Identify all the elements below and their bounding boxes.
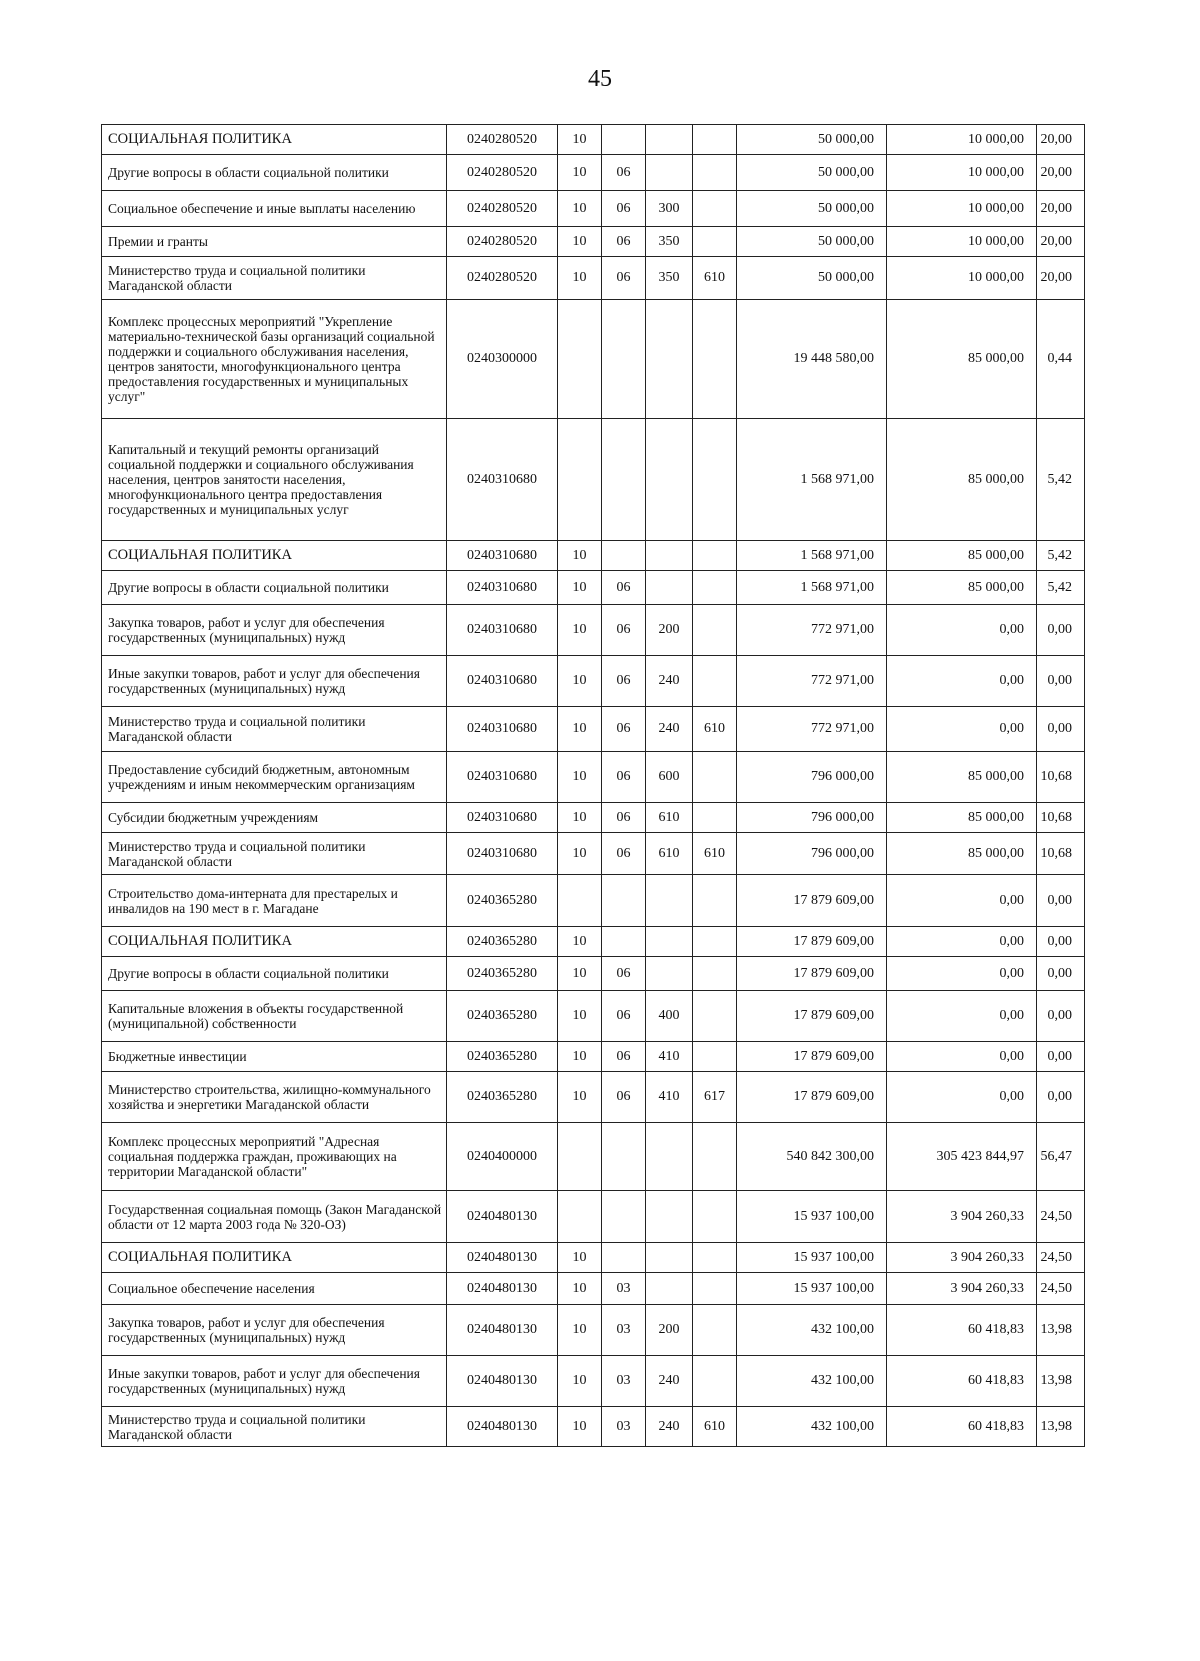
cell-target-code: 0240310680: [447, 605, 558, 656]
cell-administrator: [693, 957, 737, 991]
cell-name: Строительство дома-интерната для престарелых и инвалидов на 190 мест в г. Магадане: [102, 875, 447, 927]
cell-name: Закупка товаров, работ и услуг для обеспечения государственных (муниципальных) нужд: [102, 1305, 447, 1356]
cell-execution-percent: 0,00: [1037, 1072, 1085, 1123]
cell-subsection: 06: [602, 991, 646, 1042]
cell-plan-amount: 540 842 300,00: [737, 1123, 887, 1191]
cell-name: Бюджетные инвестиции: [102, 1042, 447, 1072]
cell-actual-amount: 85 000,00: [887, 571, 1037, 605]
cell-plan-amount: 15 937 100,00: [737, 1191, 887, 1243]
cell-section: 10: [558, 1042, 602, 1072]
cell-subsection: [602, 1191, 646, 1243]
cell-name: Капитальный и текущий ремонты организаций социальной поддержки и социального обслуживания населения, центров занятости населения, многофункционального центра предоставления государственных и муниципальных услуг: [102, 419, 447, 541]
cell-administrator: [693, 605, 737, 656]
cell-actual-amount: 85 000,00: [887, 541, 1037, 571]
cell-expense-type: [646, 1243, 693, 1273]
cell-expense-type: 240: [646, 1407, 693, 1447]
cell-plan-amount: 1 568 971,00: [737, 541, 887, 571]
cell-target-code: 0240480130: [447, 1356, 558, 1407]
table-body: [102, 125, 1085, 1447]
cell-target-code: 0240365280: [447, 957, 558, 991]
cell-execution-percent: 5,42: [1037, 419, 1085, 541]
cell-execution-percent: 5,42: [1037, 541, 1085, 571]
cell-section: 10: [558, 1407, 602, 1447]
cell-subsection: [602, 541, 646, 571]
cell-subsection: 03: [602, 1273, 646, 1305]
cell-administrator: [693, 1042, 737, 1072]
table-row: [102, 571, 1085, 605]
cell-subsection: [602, 927, 646, 957]
cell-expense-type: 300: [646, 191, 693, 227]
cell-administrator: [693, 541, 737, 571]
cell-section: 10: [558, 571, 602, 605]
cell-subsection: 06: [602, 1042, 646, 1072]
cell-section: 10: [558, 1356, 602, 1407]
cell-subsection: 06: [602, 752, 646, 803]
cell-administrator: [693, 227, 737, 257]
cell-actual-amount: 10 000,00: [887, 155, 1037, 191]
cell-subsection: 06: [602, 1072, 646, 1123]
cell-target-code: 0240280520: [447, 227, 558, 257]
cell-administrator: 617: [693, 1072, 737, 1123]
cell-name: Министерство труда и социальной политики Магаданской области: [102, 707, 447, 752]
cell-section: 10: [558, 257, 602, 300]
table-row: [102, 227, 1085, 257]
cell-actual-amount: 0,00: [887, 707, 1037, 752]
cell-subsection: 03: [602, 1305, 646, 1356]
cell-expense-type: [646, 1273, 693, 1305]
cell-plan-amount: 15 937 100,00: [737, 1273, 887, 1305]
cell-execution-percent: 10,68: [1037, 833, 1085, 875]
cell-plan-amount: 432 100,00: [737, 1407, 887, 1447]
cell-section: 10: [558, 957, 602, 991]
cell-execution-percent: 5,42: [1037, 571, 1085, 605]
cell-expense-type: 240: [646, 656, 693, 707]
cell-target-code: 0240365280: [447, 1042, 558, 1072]
table-row: [102, 707, 1085, 752]
cell-plan-amount: 50 000,00: [737, 227, 887, 257]
cell-subsection: 06: [602, 707, 646, 752]
cell-expense-type: [646, 875, 693, 927]
cell-section: 10: [558, 833, 602, 875]
cell-expense-type: 240: [646, 1356, 693, 1407]
cell-actual-amount: 10 000,00: [887, 191, 1037, 227]
cell-name: Иные закупки товаров, работ и услуг для обеспечения государственных (муниципальных) нужд: [102, 656, 447, 707]
cell-target-code: 0240365280: [447, 927, 558, 957]
cell-target-code: 0240365280: [447, 991, 558, 1042]
cell-execution-percent: 0,44: [1037, 300, 1085, 419]
cell-section: 10: [558, 125, 602, 155]
cell-subsection: 06: [602, 833, 646, 875]
cell-expense-type: [646, 125, 693, 155]
table-row: [102, 656, 1085, 707]
cell-actual-amount: 0,00: [887, 957, 1037, 991]
cell-name: Комплекс процессных мероприятий "Адресная социальная поддержка граждан, проживающих на территории Магаданской области": [102, 1123, 447, 1191]
cell-section: 10: [558, 927, 602, 957]
cell-name: Иные закупки товаров, работ и услуг для обеспечения государственных (муниципальных) нужд: [102, 1356, 447, 1407]
cell-expense-type: [646, 419, 693, 541]
cell-target-code: 0240480130: [447, 1407, 558, 1447]
cell-plan-amount: 17 879 609,00: [737, 991, 887, 1042]
cell-actual-amount: 10 000,00: [887, 227, 1037, 257]
cell-name: СОЦИАЛЬНАЯ ПОЛИТИКА: [102, 927, 447, 957]
cell-subsection: 06: [602, 957, 646, 991]
cell-plan-amount: 15 937 100,00: [737, 1243, 887, 1273]
cell-target-code: 0240310680: [447, 541, 558, 571]
cell-section: 10: [558, 1305, 602, 1356]
cell-plan-amount: 772 971,00: [737, 656, 887, 707]
cell-subsection: 06: [602, 191, 646, 227]
cell-section: 10: [558, 541, 602, 571]
cell-execution-percent: 20,00: [1037, 257, 1085, 300]
cell-administrator: [693, 571, 737, 605]
cell-expense-type: 410: [646, 1042, 693, 1072]
cell-section: 10: [558, 707, 602, 752]
cell-administrator: [693, 1191, 737, 1243]
cell-subsection: [602, 300, 646, 419]
table-row: [102, 541, 1085, 571]
table-row: [102, 125, 1085, 155]
cell-section: 10: [558, 155, 602, 191]
cell-actual-amount: 85 000,00: [887, 803, 1037, 833]
cell-name: Социальное обеспечение и иные выплаты населению: [102, 191, 447, 227]
cell-execution-percent: 20,00: [1037, 227, 1085, 257]
cell-plan-amount: 772 971,00: [737, 605, 887, 656]
cell-administrator: [693, 300, 737, 419]
cell-actual-amount: 3 904 260,33: [887, 1273, 1037, 1305]
cell-expense-type: 200: [646, 1305, 693, 1356]
cell-execution-percent: 20,00: [1037, 191, 1085, 227]
cell-administrator: 610: [693, 833, 737, 875]
cell-subsection: 06: [602, 803, 646, 833]
cell-target-code: 0240280520: [447, 125, 558, 155]
cell-actual-amount: 305 423 844,97: [887, 1123, 1037, 1191]
cell-execution-percent: 0,00: [1037, 927, 1085, 957]
cell-execution-percent: 0,00: [1037, 991, 1085, 1042]
cell-name: Другие вопросы в области социальной политики: [102, 571, 447, 605]
cell-name: Министерство строительства, жилищно-коммунального хозяйства и энергетики Магаданской области: [102, 1072, 447, 1123]
cell-plan-amount: 432 100,00: [737, 1356, 887, 1407]
cell-plan-amount: 772 971,00: [737, 707, 887, 752]
cell-expense-type: [646, 927, 693, 957]
cell-target-code: 0240310680: [447, 833, 558, 875]
cell-actual-amount: 85 000,00: [887, 752, 1037, 803]
cell-expense-type: [646, 541, 693, 571]
cell-expense-type: 240: [646, 707, 693, 752]
cell-subsection: [602, 875, 646, 927]
cell-actual-amount: 60 418,83: [887, 1356, 1037, 1407]
cell-subsection: [602, 419, 646, 541]
cell-target-code: 0240480130: [447, 1243, 558, 1273]
table-row: [102, 1243, 1085, 1273]
table-row: [102, 752, 1085, 803]
cell-actual-amount: 0,00: [887, 1042, 1037, 1072]
cell-target-code: 0240310680: [447, 803, 558, 833]
cell-subsection: 06: [602, 605, 646, 656]
cell-execution-percent: 20,00: [1037, 125, 1085, 155]
cell-actual-amount: 60 418,83: [887, 1305, 1037, 1356]
cell-execution-percent: 10,68: [1037, 803, 1085, 833]
cell-name: Государственная социальная помощь (Закон Магаданской области от 12 марта 2003 года № 320-ОЗ): [102, 1191, 447, 1243]
cell-target-code: 0240310680: [447, 656, 558, 707]
cell-name: СОЦИАЛЬНАЯ ПОЛИТИКА: [102, 541, 447, 571]
cell-subsection: 06: [602, 227, 646, 257]
table-row: [102, 419, 1085, 541]
cell-plan-amount: 50 000,00: [737, 257, 887, 300]
cell-actual-amount: 0,00: [887, 927, 1037, 957]
page-number: 45: [588, 66, 612, 92]
cell-administrator: [693, 155, 737, 191]
cell-expense-type: 350: [646, 257, 693, 300]
cell-plan-amount: 17 879 609,00: [737, 875, 887, 927]
cell-target-code: 0240365280: [447, 1072, 558, 1123]
table-row: [102, 833, 1085, 875]
cell-section: 10: [558, 803, 602, 833]
table-row: [102, 605, 1085, 656]
cell-target-code: 0240310680: [447, 419, 558, 541]
cell-actual-amount: 85 000,00: [887, 419, 1037, 541]
cell-administrator: [693, 991, 737, 1042]
cell-administrator: [693, 1356, 737, 1407]
cell-section: 10: [558, 656, 602, 707]
cell-target-code: 0240310680: [447, 707, 558, 752]
cell-name: Другие вопросы в области социальной политики: [102, 155, 447, 191]
cell-actual-amount: 85 000,00: [887, 300, 1037, 419]
cell-target-code: 0240365280: [447, 875, 558, 927]
cell-plan-amount: 17 879 609,00: [737, 1042, 887, 1072]
cell-expense-type: 610: [646, 803, 693, 833]
cell-expense-type: 400: [646, 991, 693, 1042]
cell-subsection: [602, 1123, 646, 1191]
cell-expense-type: [646, 1191, 693, 1243]
cell-administrator: [693, 803, 737, 833]
cell-subsection: [602, 125, 646, 155]
table-row: [102, 1123, 1085, 1191]
cell-execution-percent: 0,00: [1037, 656, 1085, 707]
cell-name: Министерство труда и социальной политики Магаданской области: [102, 1407, 447, 1447]
cell-name: Комплекс процессных мероприятий "Укрепление материально-технической базы организаций социальной поддержки и социального обслуживания населения, центров занятости, многофункционального центра предоставления государственных и муниципальных услуг": [102, 300, 447, 419]
cell-actual-amount: 60 418,83: [887, 1407, 1037, 1447]
table-row: [102, 1305, 1085, 1356]
cell-target-code: 0240480130: [447, 1191, 558, 1243]
budget-table: [101, 124, 1085, 1447]
table-row: [102, 1407, 1085, 1447]
cell-section: 10: [558, 191, 602, 227]
cell-subsection: 06: [602, 656, 646, 707]
cell-expense-type: 600: [646, 752, 693, 803]
table-row: [102, 1191, 1085, 1243]
cell-name: Субсидии бюджетным учреждениям: [102, 803, 447, 833]
cell-section: 10: [558, 605, 602, 656]
table-row: [102, 803, 1085, 833]
cell-execution-percent: 0,00: [1037, 875, 1085, 927]
cell-administrator: [693, 125, 737, 155]
cell-target-code: 0240310680: [447, 752, 558, 803]
cell-expense-type: 410: [646, 1072, 693, 1123]
cell-plan-amount: 19 448 580,00: [737, 300, 887, 419]
cell-execution-percent: 13,98: [1037, 1356, 1085, 1407]
cell-plan-amount: 17 879 609,00: [737, 957, 887, 991]
cell-administrator: [693, 1243, 737, 1273]
cell-section: [558, 419, 602, 541]
cell-section: 10: [558, 1072, 602, 1123]
cell-name: СОЦИАЛЬНАЯ ПОЛИТИКА: [102, 1243, 447, 1273]
cell-section: [558, 875, 602, 927]
cell-name: Предоставление субсидий бюджетным, автономным учреждениям и иным некоммерческим организациям: [102, 752, 447, 803]
cell-target-code: 0240280520: [447, 155, 558, 191]
cell-actual-amount: 0,00: [887, 991, 1037, 1042]
cell-execution-percent: 0,00: [1037, 605, 1085, 656]
cell-section: 10: [558, 227, 602, 257]
table-row: [102, 1072, 1085, 1123]
cell-administrator: 610: [693, 1407, 737, 1447]
cell-name: СОЦИАЛЬНАЯ ПОЛИТИКА: [102, 125, 447, 155]
cell-target-code: 0240310680: [447, 571, 558, 605]
cell-execution-percent: 10,68: [1037, 752, 1085, 803]
cell-administrator: [693, 752, 737, 803]
cell-execution-percent: 0,00: [1037, 1042, 1085, 1072]
cell-execution-percent: 0,00: [1037, 957, 1085, 991]
cell-plan-amount: 17 879 609,00: [737, 1072, 887, 1123]
cell-plan-amount: 1 568 971,00: [737, 419, 887, 541]
cell-target-code: 0240300000: [447, 300, 558, 419]
cell-subsection: 06: [602, 257, 646, 300]
cell-target-code: 0240480130: [447, 1305, 558, 1356]
cell-expense-type: 610: [646, 833, 693, 875]
cell-plan-amount: 432 100,00: [737, 1305, 887, 1356]
cell-name: Капитальные вложения в объекты государственной (муниципальной) собственности: [102, 991, 447, 1042]
cell-target-code: 0240400000: [447, 1123, 558, 1191]
cell-actual-amount: 10 000,00: [887, 257, 1037, 300]
cell-plan-amount: 796 000,00: [737, 833, 887, 875]
cell-actual-amount: 10 000,00: [887, 125, 1037, 155]
cell-plan-amount: 17 879 609,00: [737, 927, 887, 957]
cell-administrator: [693, 191, 737, 227]
cell-execution-percent: 13,98: [1037, 1407, 1085, 1447]
table-row: [102, 1356, 1085, 1407]
cell-section: 10: [558, 1243, 602, 1273]
cell-expense-type: 350: [646, 227, 693, 257]
table-row: [102, 300, 1085, 419]
cell-target-code: 0240280520: [447, 191, 558, 227]
cell-execution-percent: 56,47: [1037, 1123, 1085, 1191]
cell-plan-amount: 50 000,00: [737, 155, 887, 191]
cell-administrator: [693, 419, 737, 541]
cell-subsection: 06: [602, 571, 646, 605]
cell-target-code: 0240280520: [447, 257, 558, 300]
cell-subsection: 06: [602, 155, 646, 191]
cell-administrator: 610: [693, 257, 737, 300]
cell-actual-amount: 0,00: [887, 875, 1037, 927]
cell-subsection: 03: [602, 1356, 646, 1407]
cell-administrator: [693, 1123, 737, 1191]
cell-expense-type: [646, 957, 693, 991]
cell-execution-percent: 24,50: [1037, 1191, 1085, 1243]
cell-section: [558, 1123, 602, 1191]
cell-actual-amount: 85 000,00: [887, 833, 1037, 875]
table-row: [102, 257, 1085, 300]
cell-administrator: [693, 927, 737, 957]
cell-section: 10: [558, 991, 602, 1042]
cell-plan-amount: 796 000,00: [737, 752, 887, 803]
cell-execution-percent: 0,00: [1037, 707, 1085, 752]
table-row: [102, 1273, 1085, 1305]
cell-name: Закупка товаров, работ и услуг для обеспечения государственных (муниципальных) нужд: [102, 605, 447, 656]
cell-target-code: 0240480130: [447, 1273, 558, 1305]
cell-section: 10: [558, 752, 602, 803]
cell-execution-percent: 20,00: [1037, 155, 1085, 191]
cell-administrator: 610: [693, 707, 737, 752]
cell-plan-amount: 50 000,00: [737, 191, 887, 227]
cell-administrator: [693, 656, 737, 707]
cell-name: Министерство труда и социальной политики Магаданской области: [102, 257, 447, 300]
table-row: [102, 957, 1085, 991]
cell-plan-amount: 50 000,00: [737, 125, 887, 155]
cell-expense-type: [646, 571, 693, 605]
cell-actual-amount: 0,00: [887, 1072, 1037, 1123]
cell-execution-percent: 24,50: [1037, 1243, 1085, 1273]
cell-administrator: [693, 875, 737, 927]
cell-actual-amount: 0,00: [887, 605, 1037, 656]
cell-expense-type: [646, 1123, 693, 1191]
table-row: [102, 191, 1085, 227]
cell-administrator: [693, 1305, 737, 1356]
cell-execution-percent: 24,50: [1037, 1273, 1085, 1305]
cell-expense-type: 200: [646, 605, 693, 656]
cell-administrator: [693, 1273, 737, 1305]
cell-section: [558, 1191, 602, 1243]
cell-name: Другие вопросы в области социальной политики: [102, 957, 447, 991]
cell-execution-percent: 13,98: [1037, 1305, 1085, 1356]
cell-name: Министерство труда и социальной политики Магаданской области: [102, 833, 447, 875]
cell-expense-type: [646, 300, 693, 419]
cell-actual-amount: 0,00: [887, 656, 1037, 707]
cell-name: Социальное обеспечение населения: [102, 1273, 447, 1305]
cell-actual-amount: 3 904 260,33: [887, 1243, 1037, 1273]
cell-subsection: [602, 1243, 646, 1273]
table-row: [102, 991, 1085, 1042]
cell-actual-amount: 3 904 260,33: [887, 1191, 1037, 1243]
cell-name: Премии и гранты: [102, 227, 447, 257]
table-row: [102, 155, 1085, 191]
cell-section: 10: [558, 1273, 602, 1305]
cell-plan-amount: 796 000,00: [737, 803, 887, 833]
cell-subsection: 03: [602, 1407, 646, 1447]
cell-plan-amount: 1 568 971,00: [737, 571, 887, 605]
table-row: [102, 1042, 1085, 1072]
table-row: [102, 875, 1085, 927]
cell-expense-type: [646, 155, 693, 191]
table-row: [102, 927, 1085, 957]
cell-section: [558, 300, 602, 419]
